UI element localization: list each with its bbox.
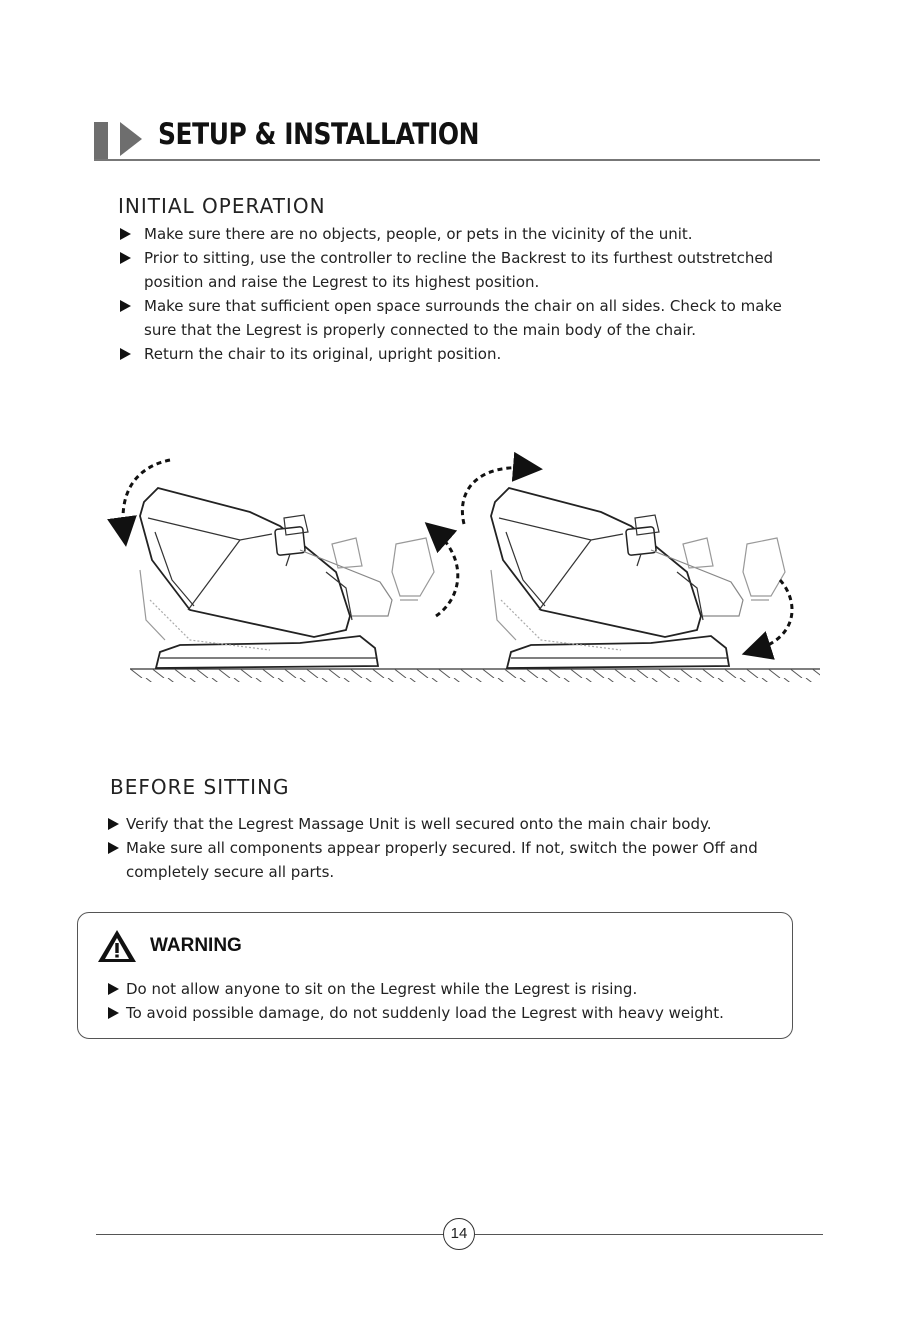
section-title-initial-operation: INITIAL OPERATION [118,194,326,218]
list-item: To avoid possible damage, do not suddenly load the Legrest with heavy weight. [108,1001,788,1025]
header-bar-decoration [94,122,108,160]
list-item: Do not allow anyone to sit on the Legrest while the Legrest is rising. [108,977,788,1001]
list-item: Return the chair to its original, upright position. [118,342,813,366]
page-number: 14 [443,1218,475,1250]
chair-illustration-left [140,488,434,668]
legrest-raise-arrow-icon [436,532,458,616]
header-divider [94,159,820,161]
warning-triangle-icon [96,928,138,964]
list-item: Make sure that sufficient open space surrounds the chair on all sides. Check to make sure that the Legrest is properly connected to the main body of the chair. [118,294,813,342]
bullet-arrow-icon [108,818,119,830]
chair-illustration-right [491,488,785,668]
bullet-arrow-icon [108,842,119,854]
bullet-arrow-icon [120,300,131,312]
warning-list [108,977,788,1025]
bullet-arrow-icon [120,348,131,360]
list-item: Make sure there are no objects, people, or pets in the vicinity of the unit. [118,222,813,246]
bullet-arrow-icon [120,252,131,264]
list-item: Prior to sitting, use the controller to recline the Backrest to its furthest outstretched position and raise the Legrest to its highest position. [118,246,813,294]
warning-title: WARNING [150,935,242,956]
header-arrow-icon [120,122,142,156]
initial-operation-list [118,222,813,366]
footer-divider-left [96,1234,444,1235]
footer-divider-right [475,1234,823,1235]
chair-recline-illustration [100,440,830,690]
list-item: Make sure all components appear properly secured. If not, switch the power Off and completely secure all parts. [108,836,798,884]
section-title-before-sitting: BEFORE SITTING [110,775,290,799]
page-title: SETUP & INSTALLATION [158,117,480,151]
bullet-arrow-icon [120,228,131,240]
bullet-arrow-icon [108,1007,119,1019]
list-item: Verify that the Legrest Massage Unit is well secured onto the main chair body. [108,812,798,836]
before-sitting-list [108,812,798,884]
bullet-arrow-icon [108,983,119,995]
